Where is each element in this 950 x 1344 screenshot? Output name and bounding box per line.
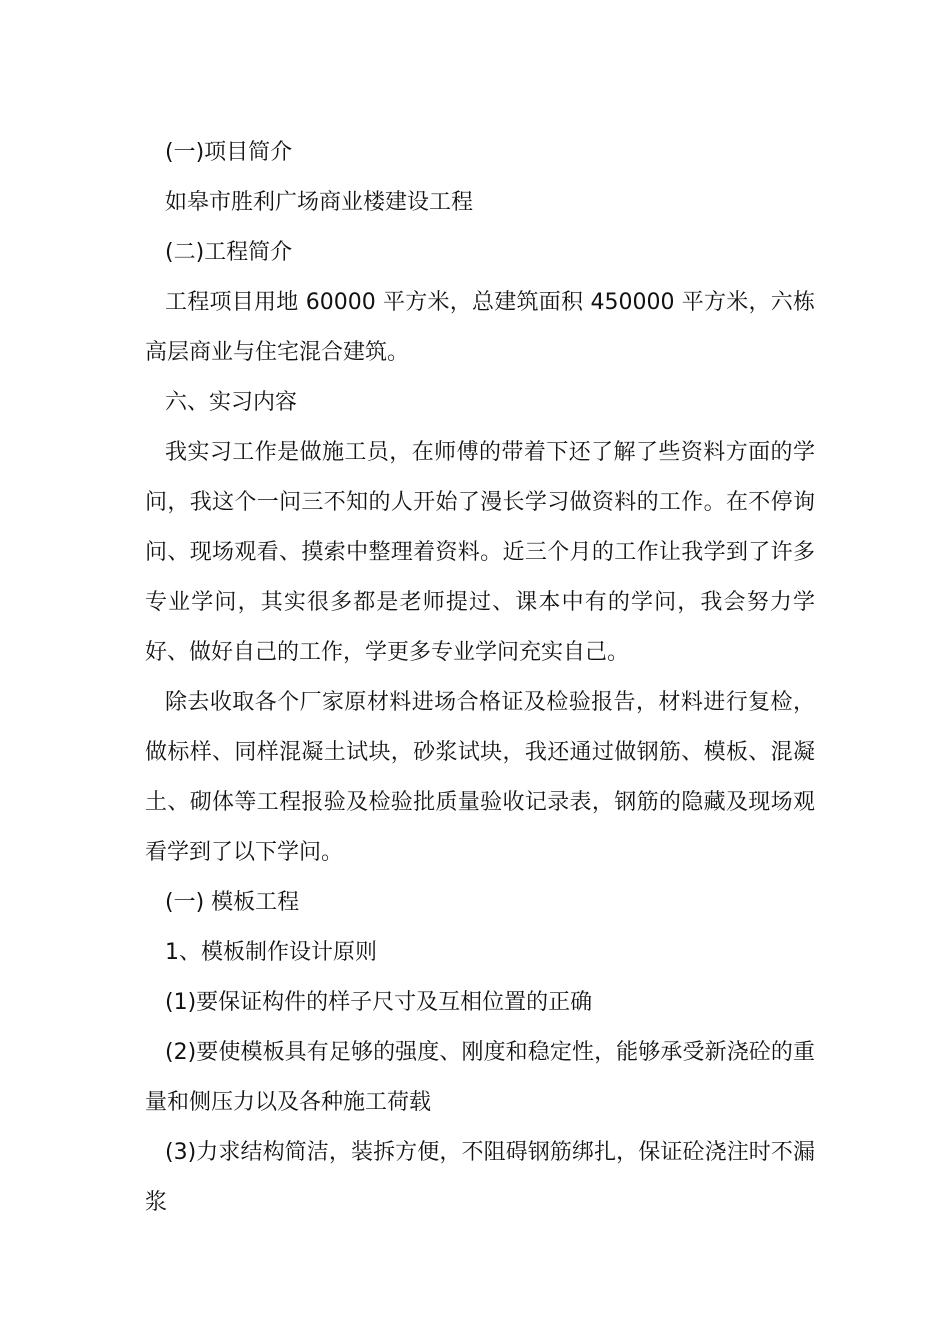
- heading-formwork: (一) 模板工程: [165, 890, 300, 915]
- internship-paragraph-2: 除去收取各个厂家原材料进场合格证及检验报告，材料进行复检，做标样、同样混凝土试块，砂浆试块，我还通过做钢筋、模板、混凝土、砌体等工程报验及检验批质量验收记录表，钢筋的隐藏及现场观看学到了以下学问。: [145, 690, 815, 865]
- heading-internship-content: 六、实习内容: [165, 390, 298, 415]
- engineering-description: 工程项目用地 60000 平方米，总建筑面积 450000 平方米，六栋高层商业与住宅混合建筑。: [145, 290, 815, 365]
- principle-item-1: (1)要保证构件的样子尺寸及互相位置的正确: [165, 990, 593, 1015]
- heading-formwork-principles: 1、模板制作设计原则: [165, 940, 377, 965]
- heading-engineering-intro: (二)工程简介: [165, 240, 293, 265]
- heading-project-intro: (一)项目简介: [165, 140, 293, 165]
- document-body: [145, 128, 815, 1228]
- principle-item-2: (2)要使模板具有足够的强度、刚度和稳定性，能够承受新浇砼的重量和侧压力以及各种施工荷载: [145, 1040, 815, 1115]
- project-name: 如皋市胜利广场商业楼建设工程: [165, 190, 474, 215]
- internship-paragraph-1: 我实习工作是做施工员，在师傅的带着下还了解了些资料方面的学问，我这个一问三不知的人开始了漫长学习做资料的工作。在不停询问、现场观看、摸索中整理着资料。近三个月的工作让我学到了许多专业学问，其实很多都是老师提过、课本中有的学问，我会努力学好、做好自己的工作，学更多专业学问充实自己。: [145, 440, 815, 665]
- principle-item-3: (3)力求结构简洁，装拆方便，不阻碍钢筋绑扎，保证砼浇注时不漏浆: [145, 1140, 815, 1215]
